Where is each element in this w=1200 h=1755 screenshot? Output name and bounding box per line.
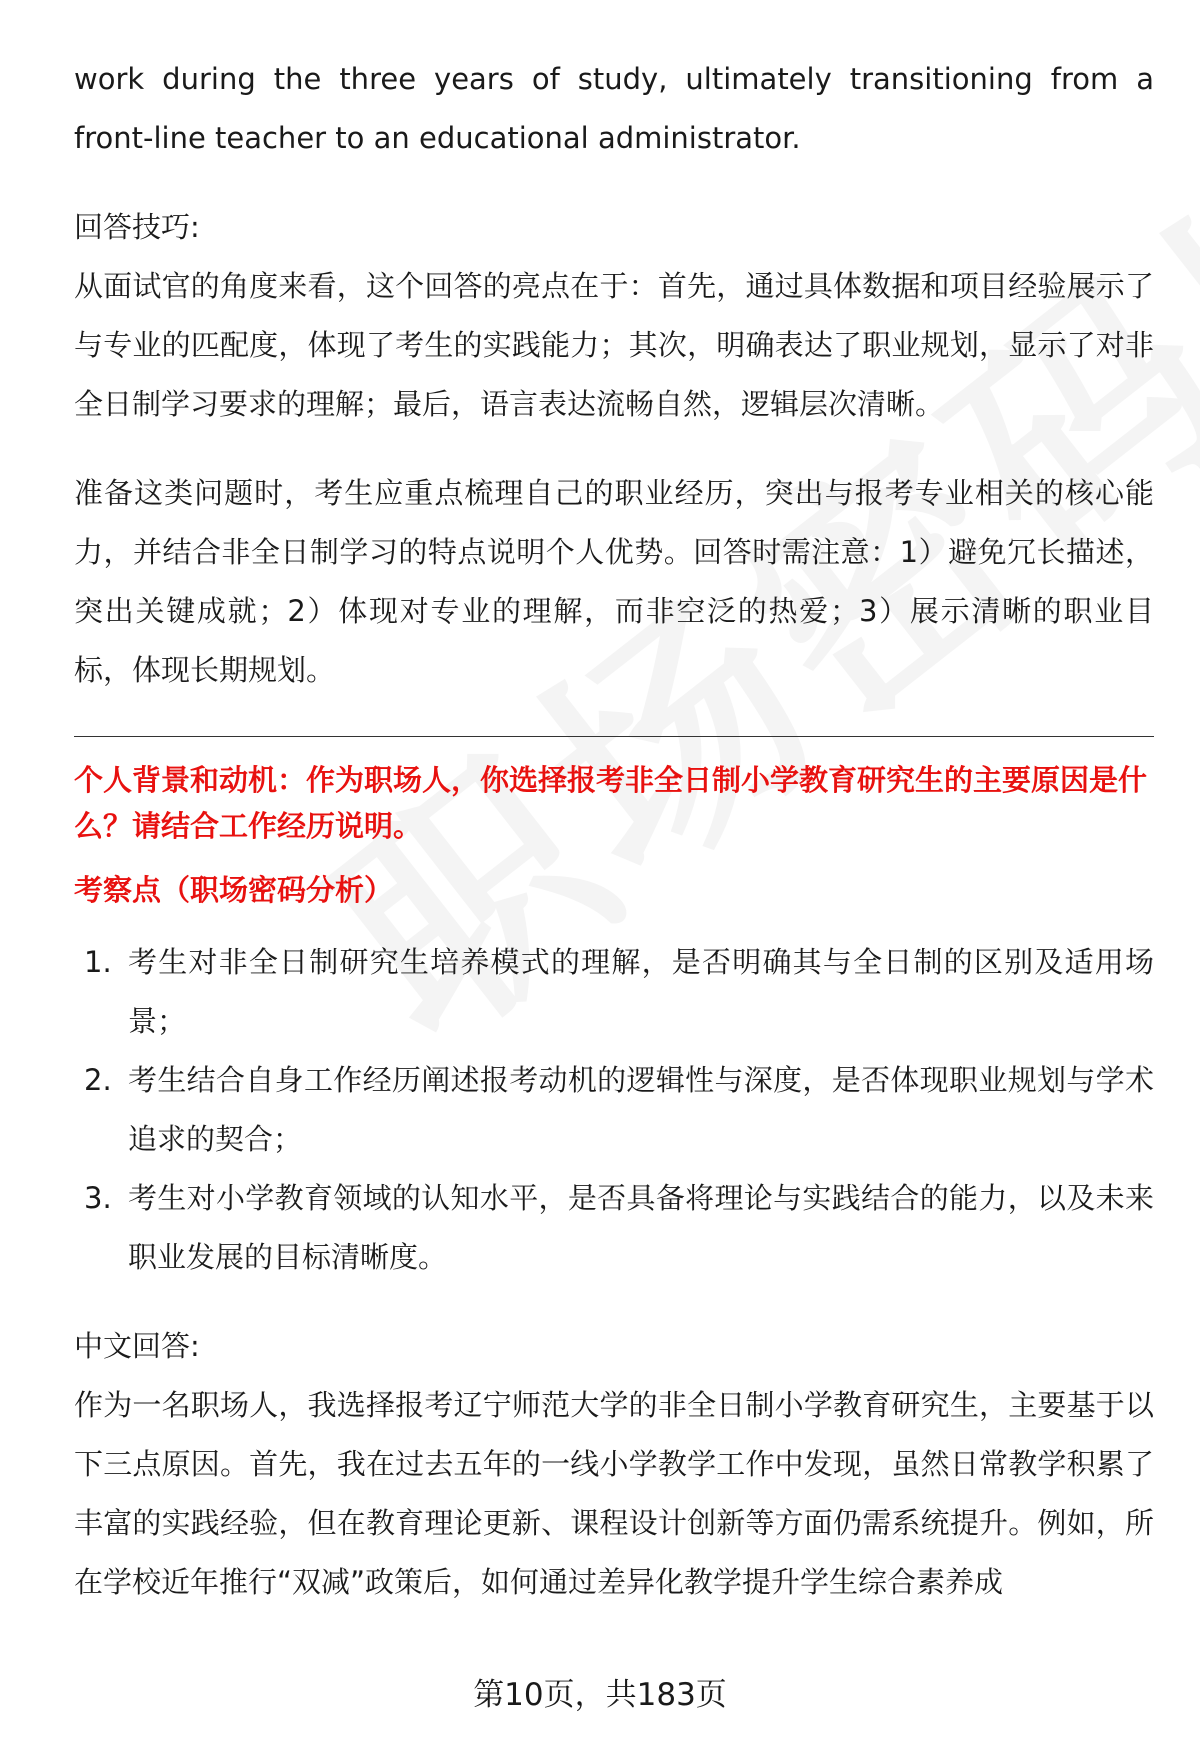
list-item <box>74 1169 1154 1287</box>
preparation-body: 准备这类问题时，考生应重点梳理自己的职业经历，突出与报考专业相关的核心能力，并结合非全日制学习的特点说明个人优势。回答时需注意：1）避免冗长描述，突出关键成就；2）体现对专业的理解，而非空泛的热爱；3）展示清晰的职业目标，体现长期规划。 <box>74 476 1154 687</box>
chinese-answer-body: 作为一名职场人，我选择报考辽宁师范大学的非全日制小学教育研究生，主要基于以下三点原因。首先，我在过去五年的一线小学教学工作中发现，虽然日常教学积累了丰富的实践经验，但在教育理论更新、课程设计创新等方面仍需系统提升。例如，所在学校近年推行“双减”政策后，如何通过差异化教学提升学生综合素养成 <box>74 1388 1154 1599</box>
english-answer-tail: work during the three years of study, ultimately transitioning from a front-line teacher to an educational administrator. <box>74 62 1154 155</box>
section-divider <box>74 736 1154 737</box>
page-number-footer: 第10页，共183页 <box>473 1677 727 1713</box>
document-page <box>74 50 1154 1612</box>
assessment-points-list <box>74 933 1154 1287</box>
list-item-text: 考生结合自身工作经历阐述报考动机的逻辑性与深度，是否体现职业规划与学术追求的契合； <box>128 1063 1154 1156</box>
list-item-number: 3. <box>84 1181 112 1215</box>
tips-label: 回答技巧: <box>74 210 200 244</box>
chinese-answer-label: 中文回答: <box>74 1329 200 1363</box>
list-item <box>74 1051 1154 1169</box>
list-item <box>74 933 1154 1051</box>
tips-body: 从面试官的角度来看，这个回答的亮点在于：首先，通过具体数据和项目经验展示了与专业的匹配度，体现了考生的实践能力；其次，明确表达了职业规划，显示了对非全日制学习要求的理解；最后，语言表达流畅自然，逻辑层次清晰。 <box>74 269 1154 421</box>
question-title: 个人背景和动机：作为职场人，你选择报考非全日制小学教育研究生的主要原因是什么？请结合工作经历说明。 <box>74 763 1148 843</box>
list-item-number: 1. <box>84 945 112 979</box>
assessment-points-title: 考察点（职场密码分析） <box>74 873 394 907</box>
list-item-text: 考生对小学教育领域的认知水平，是否具备将理论与实践结合的能力，以及未来职业发展的目标清晰度。 <box>128 1181 1154 1274</box>
list-item-text: 考生对非全日制研究生培养模式的理解，是否明确其与全日制的区别及适用场景； <box>128 945 1154 1038</box>
list-item-number: 2. <box>84 1063 112 1097</box>
